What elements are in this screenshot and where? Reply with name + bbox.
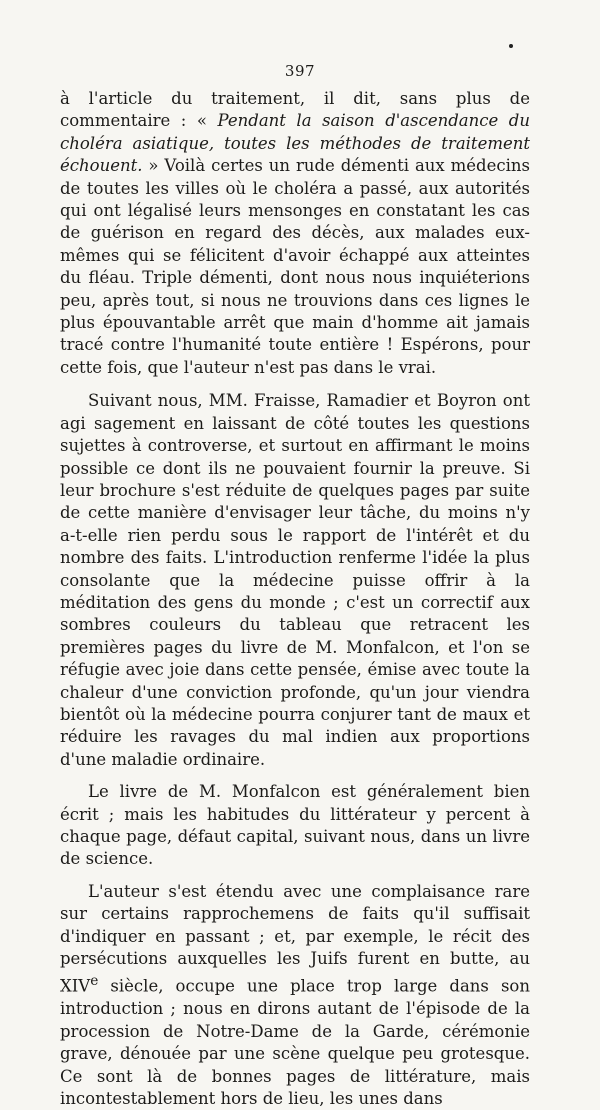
paragraph-2 (60, 390, 530, 771)
paragraph-1 (60, 88, 530, 379)
paragraph-4 (60, 881, 530, 1110)
paragraph-1-text-a: à l'article du traitement, il dit, sans plus de commentaire : « (60, 89, 530, 131)
paragraph-4-text-a: L'auteur s'est étendu avec une complaisance rare sur certains rapprochemens de faits qu'il suffisait d'indiquer en passant ; et, par exemple, le récit des persécutions auxquelles les Juifs furent en butte, au XIV (60, 881, 530, 996)
paragraph-3-text: Le livre de M. Monfalcon est généralement bien écrit ; mais les habitudes du littérateur y percent à chaque page, défaut capital, suivant nous, dans un livre de science. (60, 782, 530, 869)
paragraph-1-text-b: » Voilà certes un rude démenti aux médecins de toutes les villes où le choléra a passé, aux autorités qui ont légalisé leurs mensonges en constatant les cas de guérison en regard des décès, aux malades eux-mêmes qui se félicitent d'avoir échappé aux atteintes du fléau. Triple démenti, dont nous nous inquiéterions peu, après tout, si nous ne trouvions dans ces lignes le plus épouvantable arrêt que main d'homme ait jamais tracé contre l'humanité toute entière ! Espérons, pour cette fois, que l'auteur n'est pas dans le vrai. (60, 156, 530, 377)
paragraph-2-text: Suivant nous, MM. Fraisse, Ramadier et Boyron ont agi sagement en laissant de côté toutes les questions sujettes à controverse, et surtout en affirmant le moins possible ce dont ils ne pouvaient fournir la preuve. Si leur brochure s'est réduite de quelques pages par suite de cette manière d'envisager leur tâche, du moins n'y a-t-elle rien perdu sous le rapport de l'intérêt et du nombre des faits. L'introduction renferme l'idée la plus consolante que la médecine puisse offrir à la méditation des gens du monde ; c'est un correctif aux sombres couleurs du tableau que retracent les premières pages du livre de M. Monfalcon, et l'on se réfugie avec joie dans cette pensée, émise avec toute la chaleur d'une conviction profonde, qu'un jour viendra bientôt où la médecine pourra conjurer tant de maux et réduire les ravages du mal indien aux proportions d'une maladie ordinaire. (60, 391, 530, 769)
paragraph-1-quote: Pendant la saison d'ascendance du choléra asiatique, toutes les méthodes de traitement échouent. (60, 111, 530, 176)
paragraph-4-century-suffix: e (90, 973, 99, 990)
ink-mark (509, 44, 513, 48)
paragraph-3 (60, 781, 530, 871)
paragraph-4-text-b: siècle, occupe une place trop large dans son introduction ; nous en dirons autant de l'épisode de la procession de Notre-Dame de la Garde, cérémonie grave, dénouée par une scène quelque peu grotesque. Ce sont là de bonnes pages de littérature, mais incontestablement hors de lieu, les unes dans (60, 976, 530, 1108)
body-text (60, 88, 530, 1110)
page-number: 397 (284, 62, 316, 80)
